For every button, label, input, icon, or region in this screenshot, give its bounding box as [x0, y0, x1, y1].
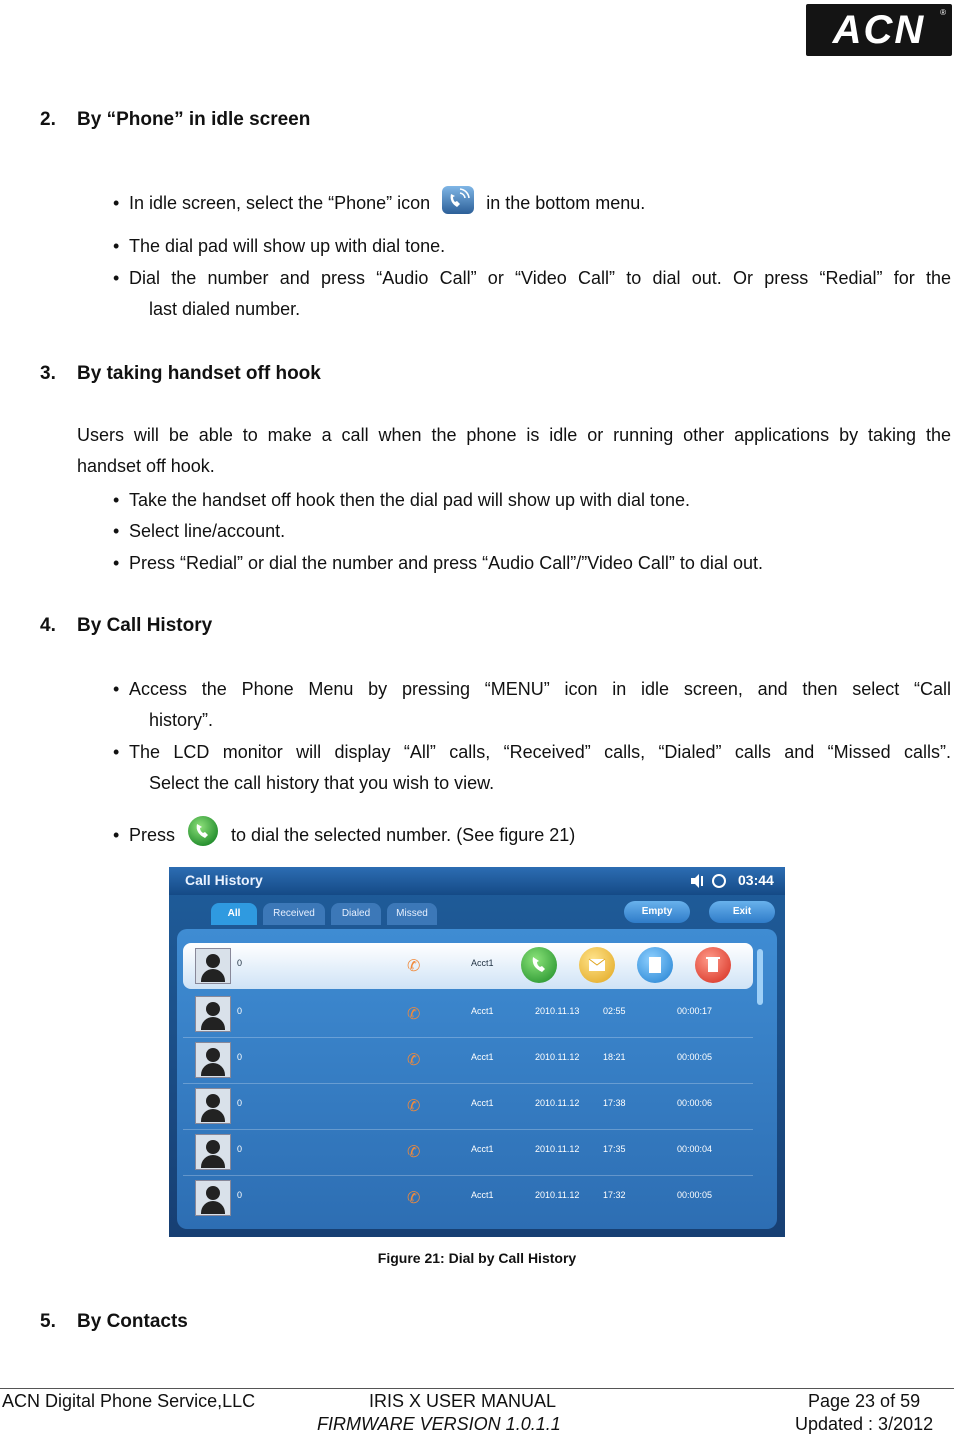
- row-duration: 00:00:17: [677, 1006, 713, 1016]
- history-row[interactable]: [183, 1129, 753, 1176]
- section-number: 4.: [40, 615, 56, 636]
- clock-readout: 03:44: [738, 872, 774, 888]
- section-title: By taking handset off hook: [77, 363, 321, 384]
- paragraph-line: Users will be able to make a call when the phone is idle or running other applications by taking the: [77, 425, 951, 445]
- row-duration: 00:00:04: [677, 1144, 713, 1154]
- tab-received[interactable]: Received: [263, 903, 325, 925]
- row-date: 2010.11.12: [535, 1098, 580, 1108]
- message-button[interactable]: [579, 947, 615, 983]
- row-time: 17:35: [603, 1144, 626, 1154]
- row-name: 0: [237, 1098, 243, 1108]
- outgoing-call-icon: ✆: [407, 1144, 421, 1161]
- history-row[interactable]: [183, 991, 753, 1038]
- row-name: 0: [237, 1006, 243, 1016]
- bullet-text: In idle screen, select the “Phone” icon: [129, 193, 431, 213]
- section-number: 5.: [40, 1311, 56, 1332]
- tab-dialed[interactable]: Dialed: [331, 903, 381, 925]
- row-time: 17:32: [603, 1190, 626, 1200]
- outgoing-call-icon: ✆: [407, 1190, 421, 1207]
- avatar: [195, 948, 231, 984]
- footer-divider: [0, 1388, 954, 1389]
- row-duration: 00:00:06: [677, 1098, 713, 1108]
- logo-text: ACN: [832, 8, 926, 52]
- row-account: Acct1: [471, 1190, 494, 1200]
- history-row[interactable]: [183, 1175, 753, 1221]
- call-history-screenshot: [169, 867, 785, 1237]
- row-date: 2010.11.12: [535, 1052, 580, 1062]
- avatar: [195, 996, 231, 1032]
- bullet-text: Take the handset off hook then the dial pad will show up with dial tone.: [129, 490, 691, 510]
- avatar: [195, 1180, 231, 1216]
- exit-button[interactable]: Exit: [709, 901, 775, 923]
- bullet-text: Press: [129, 825, 176, 845]
- avatar: [195, 1088, 231, 1124]
- green-dial-icon: [186, 815, 220, 847]
- row-duration: 00:00:05: [677, 1052, 713, 1062]
- screen-title: Call History: [185, 872, 263, 888]
- bullet-text-continued: Select the call history that you wish to view.: [149, 773, 495, 793]
- row-account: Acct1: [471, 1098, 494, 1108]
- row-account: Acct1: [471, 1144, 494, 1154]
- scrollbar[interactable]: [757, 949, 763, 1005]
- paragraph-line: handset off hook.: [77, 456, 215, 476]
- row-account: Acct1: [471, 958, 494, 968]
- bullet-text: Dial the number and press “Audio Call” or “Video Call” to dial out. Or press “Redial” for the: [129, 268, 951, 288]
- row-time: 17:38: [603, 1098, 626, 1108]
- bullet-text: The dial pad will show up with dial tone.: [129, 236, 446, 256]
- row-name: 0: [237, 1052, 243, 1062]
- footer-manual-title: IRIS X USER MANUAL: [369, 1391, 557, 1411]
- footer-firmware-version: FIRMWARE VERSION 1.0.1.1: [317, 1414, 561, 1434]
- row-account: Acct1: [471, 1052, 494, 1062]
- empty-button[interactable]: Empty: [624, 901, 690, 923]
- tab-missed[interactable]: Missed: [387, 903, 437, 925]
- phone-menu-icon: [441, 185, 475, 215]
- section-number: 2.: [40, 109, 56, 130]
- contact-button[interactable]: [637, 947, 673, 983]
- row-name: 0: [237, 958, 243, 968]
- outgoing-call-icon: ✆: [407, 1098, 421, 1115]
- row-time: 18:21: [603, 1052, 626, 1062]
- bullet-text: in the bottom menu.: [486, 193, 646, 213]
- history-row[interactable]: [183, 1037, 753, 1084]
- history-row-selected[interactable]: [183, 943, 753, 989]
- bullet-text: to dial the selected number. (See figure 21): [231, 825, 576, 845]
- avatar: [195, 1042, 231, 1078]
- status-icons: [689, 873, 729, 889]
- row-account: Acct1: [471, 1006, 494, 1016]
- bullet-text: Press “Redial” or dial the number and press “Audio Call”/”Video Call” to dial out.: [129, 553, 763, 573]
- acn-logo: [806, 4, 952, 56]
- section-title: By Contacts: [77, 1311, 188, 1332]
- bullet-text-continued: history”.: [149, 710, 214, 730]
- history-row[interactable]: [183, 1083, 753, 1130]
- footer-company: ACN Digital Phone Service,LLC: [2, 1391, 256, 1411]
- bullet-text: Access the Phone Menu by pressing “MENU” icon in idle screen, and then select “Call: [129, 679, 951, 699]
- outgoing-call-icon: ✆: [407, 1006, 421, 1023]
- delete-button[interactable]: [695, 947, 731, 983]
- registered-mark: ®: [940, 8, 946, 17]
- bullet-text: Select line/account.: [129, 521, 286, 541]
- section-number: 3.: [40, 363, 56, 384]
- outgoing-call-icon: ✆: [407, 1052, 421, 1069]
- row-date: 2010.11.13: [535, 1006, 580, 1016]
- row-date: 2010.11.12: [535, 1144, 580, 1154]
- footer-page-number: Page 23 of 59: [808, 1391, 921, 1411]
- row-time: 02:55: [603, 1006, 626, 1016]
- dial-button[interactable]: [521, 947, 557, 983]
- section-title: By “Phone” in idle screen: [77, 109, 311, 130]
- row-name: 0: [237, 1190, 243, 1200]
- bullet-text: The LCD monitor will display “All” calls, “Received” calls, “Dialed” calls and “Missed calls”.: [129, 742, 951, 762]
- row-duration: 00:00:05: [677, 1190, 713, 1200]
- tab-all[interactable]: All: [211, 903, 257, 925]
- bullet-text-continued: last dialed number.: [149, 299, 301, 319]
- figure-caption: Figure 21: Dial by Call History: [377, 1250, 577, 1266]
- footer-updated-date: Updated : 3/2012: [795, 1414, 934, 1434]
- row-name: 0: [237, 1144, 243, 1154]
- outgoing-call-icon: ✆: [407, 958, 421, 975]
- section-title: By Call History: [77, 615, 213, 636]
- row-date: 2010.11.12: [535, 1190, 580, 1200]
- avatar: [195, 1134, 231, 1170]
